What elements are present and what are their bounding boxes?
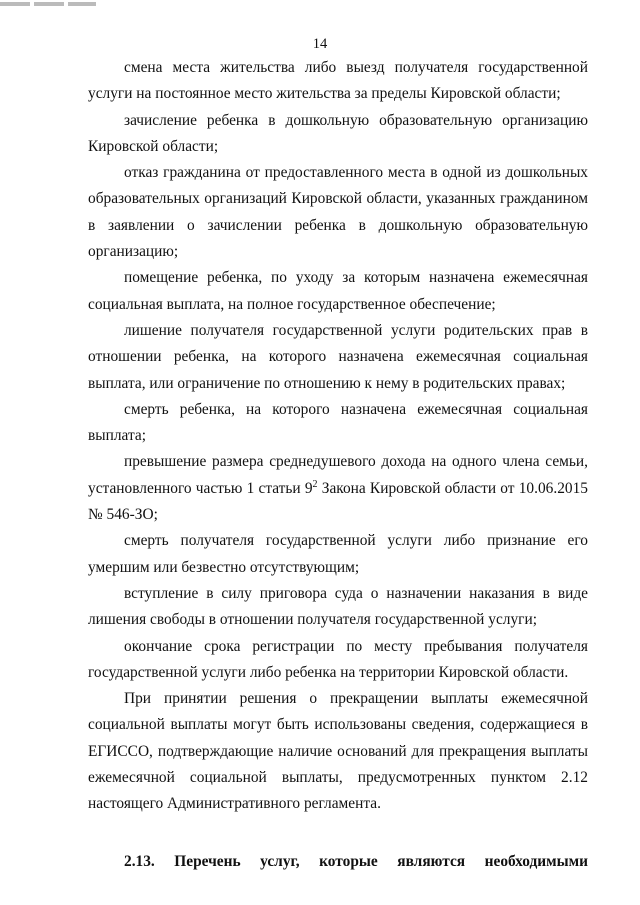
income-superscript: 2	[312, 478, 318, 490]
paragraph-refusal: отказ гражданина от предоставленного места в одной из дошкольных образовательных организаций Кировской области, указанных гражданином в заявлении о зачислении ребенка в дошкольную образовательную организацию;	[88, 164, 588, 261]
paragraph-recipient-death: смерть получателя государственной услуги либо признание его умершим или безвестно отсутствующим;	[88, 532, 588, 576]
paragraph-parental-rights: лишение получателя государственной услуги родительских прав в отношении ребенка, на которого назначена ежемесячная социальная выплата, или ограничение по отношению к нему в родительских правах;	[88, 321, 588, 392]
paragraph-egisso: При принятии решения о прекращении выплаты ежемесячной социальной выплаты могут быть использованы сведения, содержащиеся в ЕГИССО, подтверждающие наличие оснований для прекращения выплаты ежемесячной социальной выплаты, предусмотренных пунктом 2.12 настоящего Административного регламента.	[88, 690, 588, 813]
paragraph-enrollment: зачисление ребенка в дошкольную образовательную организацию Кировской области;	[88, 111, 588, 155]
paragraph-child-death: смерть ребенка, на которого назначена ежемесячная социальная выплата;	[88, 400, 588, 445]
document-body	[88, 55, 588, 890]
income-text-before: превышение размера среднедушевого дохода на одного члена семьи, установленного частью 1 статьи 9	[88, 453, 588, 497]
income-text-after: Закона Кировской области от 10.06.2015 № 546-ЗО;	[88, 479, 588, 524]
paragraph-relocation: смена места жительства либо выезд получателя государственной услуги на постоянное место жительства за пределы Кировской области;	[88, 59, 588, 103]
paragraph-income-excess	[88, 449, 588, 528]
paragraph-state-support: помещение ребенка, по уходу за которым назначена ежемесячная социальная выплата, на полное государственное обеспечение;	[88, 269, 588, 313]
scan-edge-mark	[0, 2, 96, 6]
section-heading: 2.13. Перечень услуг, которые являются необходимыми	[124, 852, 588, 870]
page-number: 14	[312, 36, 328, 52]
paragraph-imprisonment: вступление в силу приговора суда о назначении наказания в виде лишения свободы в отношении получателя государственной услуги;	[88, 584, 588, 629]
paragraph-registration-end: окончание срока регистрации по месту пребывания получателя государственной услуги либо ребенка на территории Кировской области.	[88, 637, 588, 681]
